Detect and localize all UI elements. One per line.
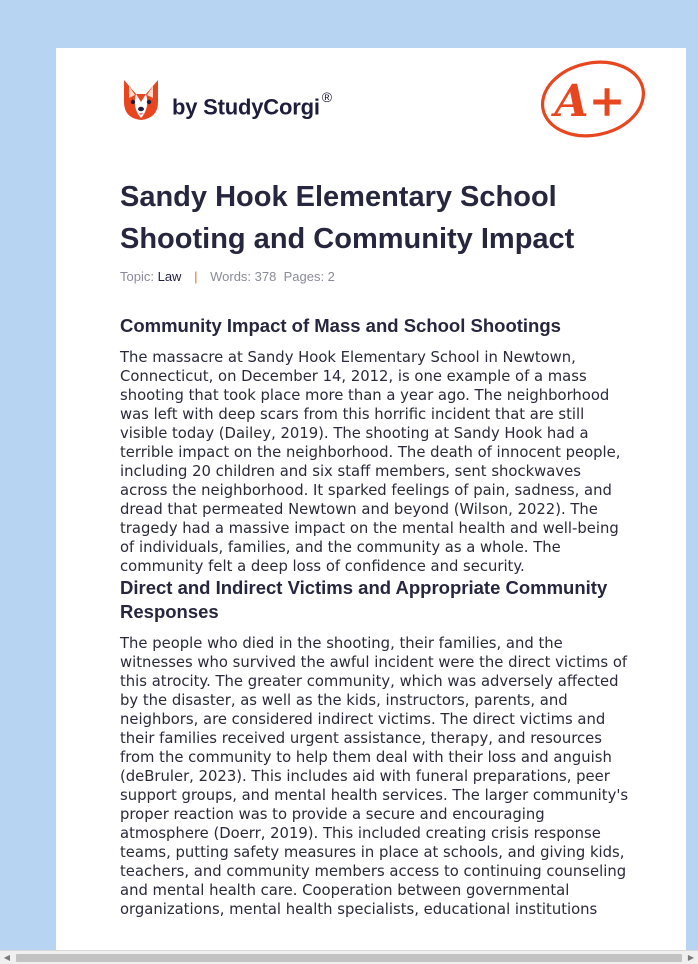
section-paragraph: The people who died in the shooting, their families, and the witnesses who survived the awful incident were the direct victims of this atrocity. The greater community, which was adversely affected by the disaster, as well as the kids, instructors, parents, and neighbors, are considered indirect victims. The direct victims and their families received urgent assistance, therapy, and resources from the community to help them deal with their loss and anguish (deBruler, 2023). This includes aid with funeral preparations, peer support groups, and mental health services. The larger community's proper reaction was to provide a secure and encouraging atmosphere (Doerr, 2019). This included creating crisis response teams, putting safety measures in place at schools, and giving kids, teachers, and community members access to continuing counseling and mental health care. Cooperation between governmental organizations, mental health specialists, educational institutions: [120, 635, 629, 918]
page-count: Pages: 2: [283, 269, 335, 284]
grade-text: A+: [554, 76, 626, 127]
scrollbar-thumb[interactable]: [16, 954, 682, 962]
corgi-icon: [120, 78, 162, 122]
grade-badge: [538, 58, 648, 140]
scroll-right-icon[interactable]: ▶: [687, 953, 695, 962]
section-heading: Community Impact of Mass and School Shootings: [120, 315, 561, 336]
brand-name: [172, 89, 332, 120]
scroll-left-icon[interactable]: ◀: [3, 953, 11, 962]
studycorgi-logo[interactable]: [120, 76, 332, 124]
brand-text: by StudyCorgi: [172, 94, 320, 120]
section-paragraph: The massacre at Sandy Hook Elementary School in Newtown, Connecticut, on December 14, 2012, is one example of a mass shooting that took place more than a year ago. The neighborhood was left with deep scars from this horrific incident that are still visible today (Dailey, 2019). The shooting at Sandy Hook had a terrible impact on the neighborhood. The death of innocent people, including 20 children and six staff members, sent shockwaves across the neighborhood. It sparked feelings of pain, sadness, and dread that permeated Newtown and beyond (Wilson, 2022). The tragedy had a massive impact on the mental health and well-being of individuals, families, and the community as a whole. The community felt a deep loss of confidence and security.: [120, 349, 621, 575]
meta-separator: |: [194, 269, 198, 284]
section-heading: Direct and Indirect Victims and Appropriate Community Responses: [120, 577, 608, 622]
trademark-symbol: ®: [321, 89, 332, 106]
word-count: Words: 378: [210, 269, 277, 284]
document-page: [56, 48, 686, 954]
topic-label: Topic:: [120, 269, 154, 284]
topic-link[interactable]: Law: [157, 269, 182, 284]
document-meta: [120, 269, 335, 284]
page-title: Sandy Hook Elementary School Shooting and Community Impact: [120, 181, 575, 255]
essay-content: [120, 314, 632, 919]
horizontal-scrollbar[interactable]: [0, 950, 698, 964]
